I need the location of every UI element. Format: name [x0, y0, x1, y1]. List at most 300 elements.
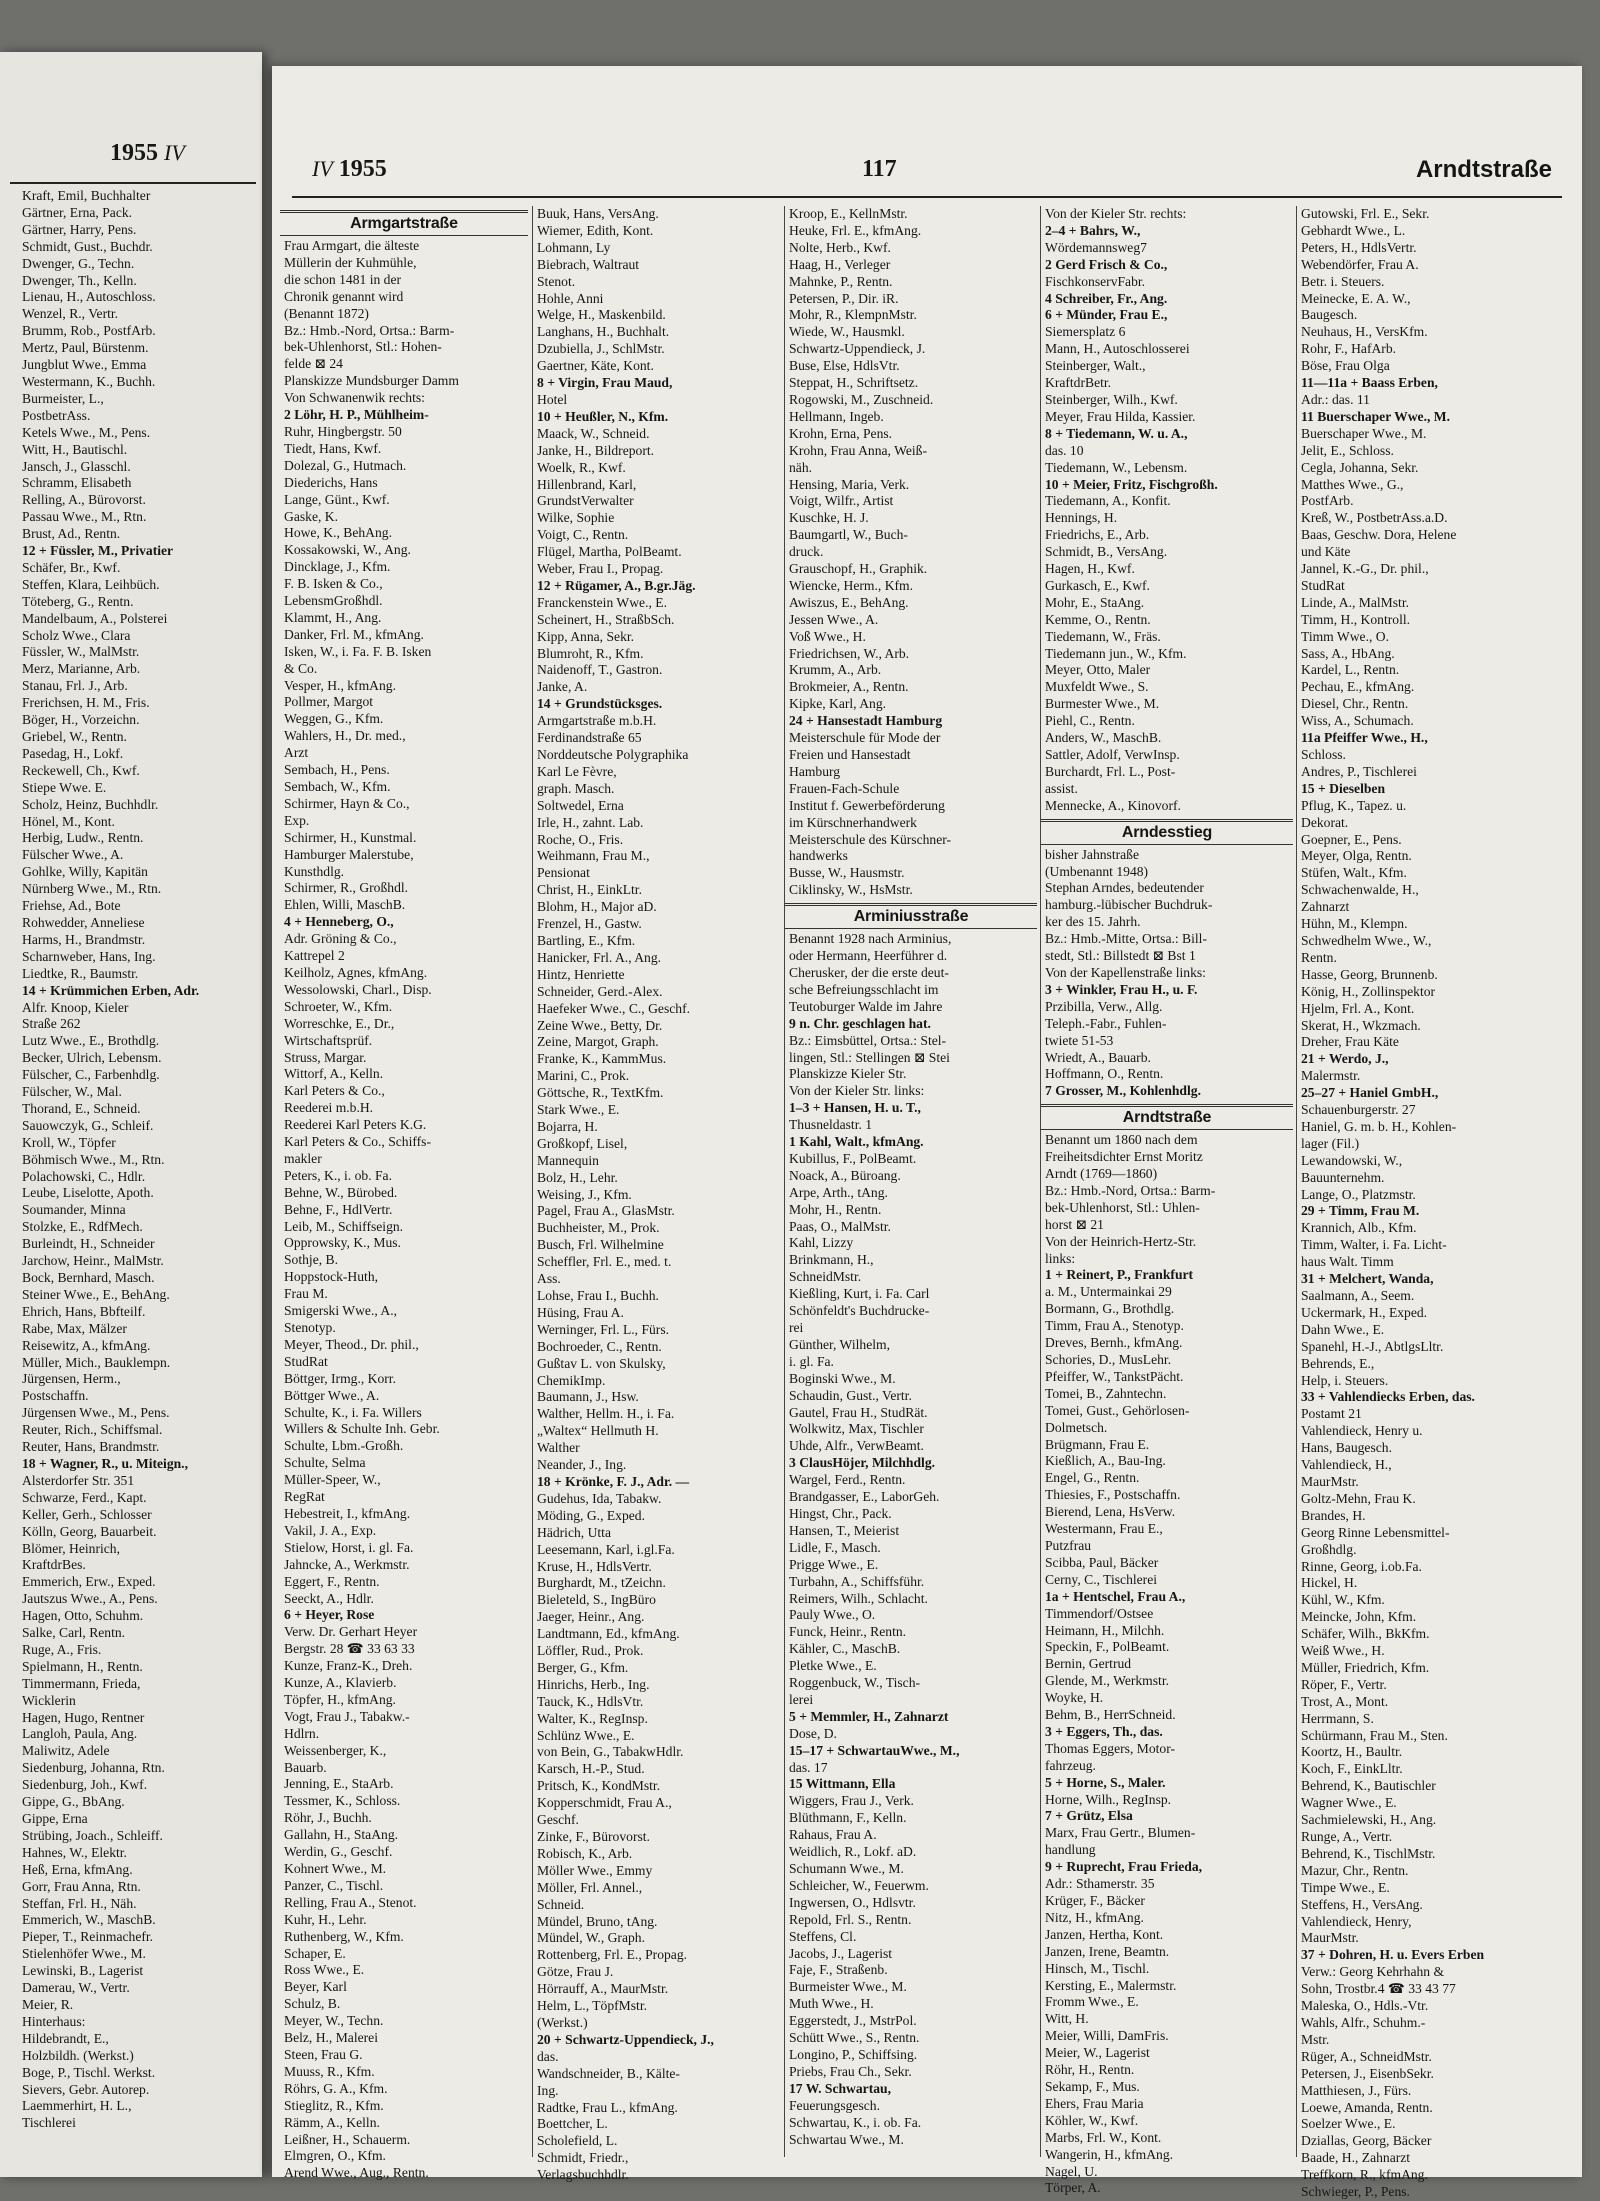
- directory-entry: Scibba, Paul, Bäcker: [1045, 1554, 1159, 1570]
- directory-entry: Hasse, Georg, Brunnenb.: [1301, 966, 1438, 982]
- directory-entry: Berger, G., Kfm.: [537, 1659, 629, 1675]
- directory-entry: Bierend, Lena, HsVerw.: [1045, 1504, 1176, 1520]
- directory-entry: KraftdrBes.: [22, 1557, 86, 1573]
- directory-entry: 9 n. Chr. geschlagen hat.: [789, 1015, 931, 1031]
- directory-entry: Gorr, Frau Anna, Rtn.: [22, 1878, 141, 1894]
- directory-entry: Timm, Walter, i. Fa. Licht-: [1301, 1237, 1447, 1253]
- directory-entry: Woyke, H.: [1045, 1690, 1104, 1706]
- directory-entry: (Umbenannt 1948): [1045, 863, 1149, 879]
- directory-entry: Götze, Frau J.: [537, 1964, 614, 1980]
- column-5: [1296, 206, 1569, 2200]
- directory-entry: Hanicker, Frl. A., Ang.: [537, 949, 662, 965]
- directory-entry: Schulz, B.: [284, 1996, 341, 2012]
- directory-entry: 7 + Grütz, Elsa: [1045, 1808, 1133, 1824]
- directory-entry: sche Befreiungsschlacht im: [789, 981, 939, 997]
- directory-entry: Sothje, B.: [284, 1252, 339, 1268]
- directory-entry: Kipke, Karl, Ang.: [789, 696, 887, 712]
- left-page-year: 1955: [110, 140, 158, 166]
- directory-entry: Hühn, M., Klempn.: [1301, 916, 1408, 932]
- directory-entry: Steen, Frau G.: [284, 2046, 363, 2062]
- directory-entry: Jürgensen, Herm.,: [22, 1371, 121, 1387]
- directory-entry: Hennings, H.: [1045, 510, 1118, 526]
- directory-entry: Adr. Gröning & Co.,: [284, 931, 397, 947]
- directory-entry: Buerschaper Wwe., M.: [1301, 425, 1427, 441]
- directory-entry: Burleindt, H., Schneider: [22, 1236, 155, 1252]
- directory-entry: bek-Uhlenhorst, Stl.: Hohen-: [284, 339, 442, 355]
- directory-entry: Christ, H., EinkLtr.: [537, 882, 642, 898]
- directory-entry: Zeine Wwe., Betty, Dr.: [537, 1017, 663, 1033]
- directory-entry: Tiedemann, W., Lebensm.: [1045, 459, 1188, 475]
- directory-entry: Pfeiffer, W., TankstPächt.: [1045, 1368, 1184, 1384]
- directory-entry: Müllerin der Kuhmühle,: [284, 254, 417, 270]
- directory-entry: Stenotyp.: [284, 1320, 336, 1335]
- directory-entry: Witt, H., Bautischl.: [22, 441, 128, 457]
- directory-entry: Trost, A., Mont.: [1301, 1693, 1389, 1709]
- directory-entry: Füssler, W., MalMstr.: [22, 644, 140, 660]
- directory-entry: Gärtner, Harry, Pens.: [22, 221, 137, 237]
- directory-entry: Hahnes, W., Elektr.: [22, 1844, 127, 1860]
- directory-entry: Benannt um 1860 nach dem: [1045, 1132, 1198, 1148]
- directory-entry: Spielmann, H., Rentn.: [22, 1658, 143, 1674]
- directory-entry: Grauschopf, H., Graphik.: [789, 561, 928, 577]
- directory-entry: Wördemannsweg7: [1045, 239, 1147, 255]
- directory-entry: Reuter, Hans, Brandmstr.: [22, 1439, 160, 1455]
- directory-entry: Frerichsen, H. M., Fris.: [22, 695, 150, 711]
- directory-entry: Weidlich, R., Lokf. aD.: [789, 1844, 917, 1860]
- directory-entry: Karl Peters & Co.,: [284, 1083, 385, 1099]
- directory-entry: Schaudin, Gust., Vertr.: [789, 1387, 912, 1403]
- directory-entry: Behne, F., HdlVertr.: [284, 1201, 393, 1217]
- directory-entry: Wangerin, H., kfmAng.: [1045, 2146, 1174, 2162]
- directory-entry: 1–3 + Hansen, H. u. T.,: [789, 1100, 921, 1116]
- directory-entry: Sekamp, F., Mus.: [1045, 2078, 1140, 2094]
- directory-entry: Zahnarzt: [1301, 899, 1350, 915]
- directory-entry: Marbs, Frl. W., Kont.: [1045, 2129, 1162, 2145]
- directory-entry: Lohmann, Ly: [537, 239, 611, 255]
- directory-entry: 3 ClausHöjer, Milchhdlg.: [789, 1455, 936, 1471]
- directory-entry: Reimers, Wilh., Schlacht.: [789, 1590, 928, 1606]
- directory-entry: Thiesies, F., Postschaffn.: [1045, 1487, 1181, 1503]
- directory-entry: Eggerstedt, J., MstrPol.: [789, 2013, 917, 2029]
- directory-entry: & Co.: [284, 660, 318, 676]
- directory-entry: Kähler, C., MaschB.: [789, 1641, 901, 1657]
- directory-entry: Gippe, Erna: [22, 1811, 88, 1826]
- directory-entry: Kruse, H., HdlsVertr.: [537, 1558, 652, 1574]
- directory-entry: Damerau, W., Vertr.: [22, 1980, 130, 1996]
- directory-entry: Jaeger, Heinr., Ang.: [537, 1609, 645, 1625]
- directory-entry: Hildebrandt, E.,: [22, 2030, 109, 2046]
- directory-entry: Leib, M., Schiffseign.: [284, 1218, 404, 1234]
- directory-entry: Kölln, Georg, Bauarbeit.: [22, 1523, 157, 1539]
- directory-entry: Flügel, Martha, PolBeamt.: [537, 544, 682, 560]
- directory-entry: Jelit, E., Schloss.: [1301, 442, 1394, 458]
- directory-entry: Belz, H., Malerei: [284, 2030, 378, 2046]
- directory-entry: Uckermark, H., Exped.: [1301, 1304, 1428, 1320]
- directory-entry: Smigerski Wwe., A.,: [284, 1303, 398, 1319]
- directory-entry: Burmeister Wwe., M.: [789, 1979, 907, 1995]
- directory-entry: 4 + Henneberg, O.,: [284, 914, 394, 930]
- directory-entry: Gaertner, Käte, Kont.: [537, 358, 654, 374]
- directory-entry: Busse, W., Hausmstr.: [789, 865, 905, 881]
- directory-entry: KraftdrBetr.: [1045, 375, 1112, 391]
- directory-entry: Lienau, H., Autoschloss.: [22, 289, 156, 305]
- directory-entry: Kießlich, A., Bau-Ing.: [1045, 1453, 1166, 1469]
- directory-entry: Stiepe Wwe. E.: [22, 779, 107, 795]
- directory-entry: PostfArb.: [1301, 493, 1354, 509]
- directory-entry: Institut f. Gewerbeförderung: [789, 797, 945, 813]
- directory-entry: 7 Grosser, M., Kohlenhdlg.: [1045, 1083, 1201, 1099]
- directory-entry: 10 + Meier, Fritz, Fischgroßh.: [1045, 476, 1218, 492]
- directory-entry: Schäfer, Wilh., BkKfm.: [1301, 1626, 1430, 1642]
- directory-entry: Walther: [537, 1440, 580, 1456]
- directory-entry: Törper, A.: [1045, 2180, 1101, 2196]
- directory-entry: Weber, Frau I., Propag.: [537, 561, 664, 577]
- directory-entry: Keilholz, Agnes, kfmAng.: [284, 964, 428, 980]
- directory-entry: Gippe, G., BbAng.: [22, 1794, 125, 1810]
- directory-entry: Baumann, J., Hsw.: [537, 1389, 639, 1405]
- directory-entry: Witt, H.: [1045, 2011, 1089, 2027]
- directory-entry: Tiedt, Hans, Kwf.: [284, 440, 382, 456]
- directory-entry: Gutowski, Frl. E., Sekr.: [1301, 206, 1430, 221]
- directory-entry: Uhde, Alfr., VerwBeamt.: [789, 1438, 924, 1454]
- directory-entry: Noack, A., Büroang.: [789, 1167, 901, 1183]
- directory-entry: Anders, W., MaschB.: [1045, 730, 1162, 746]
- main-page-year: 1955: [338, 156, 387, 182]
- directory-entry: Leesemann, Karl, i.gl.Fa.: [537, 1541, 675, 1557]
- directory-entry: Teutoburger Walde im Jahre: [789, 998, 943, 1014]
- directory-entry: Wessolowski, Charl., Disp.: [284, 981, 432, 997]
- directory-entry: Freien und Hansestadt: [789, 747, 911, 762]
- directory-entry: 18 + Wagner, R., u. Miteign.,: [22, 1455, 188, 1471]
- directory-entry: Schneid.: [537, 1896, 585, 1912]
- directory-entry: Tiedemann, W., Fräs.: [1045, 628, 1161, 644]
- directory-entry: Baumgartl, W., Buch-: [789, 527, 908, 543]
- directory-entry: Welge, H., Maskenbild.: [537, 307, 666, 323]
- left-page: [0, 52, 262, 2177]
- directory-entry: Ehers, Frau Maria: [1045, 2095, 1144, 2111]
- directory-entry: bisher Jahnstraße: [1045, 846, 1139, 862]
- directory-entry: von Bein, G., TabakwHdlr.: [537, 1744, 684, 1760]
- directory-entry: 25–27 + Haniel GmbH.,: [1301, 1085, 1439, 1101]
- directory-entry: Walter, K., RegInsp.: [537, 1710, 648, 1726]
- directory-entry: Fülscher Wwe., A.: [22, 847, 124, 863]
- directory-entry: Scholz, Heinz, Buchhdlr.: [22, 796, 159, 812]
- directory-entry: Struss, Margar.: [284, 1049, 367, 1065]
- directory-entry: Maliwitz, Adele: [22, 1743, 110, 1759]
- directory-entry: 15–17 + SchwartauWwe., M.,: [789, 1742, 960, 1758]
- directory-entry: Fülscher, W., Mal.: [22, 1084, 122, 1100]
- directory-entry: Schramm, Elisabeth: [22, 475, 132, 491]
- directory-entry: Zeine, Margot, Graph.: [537, 1034, 659, 1050]
- directory-entry: Hotel: [537, 391, 568, 407]
- directory-entry: Köhler, W., Kwf.: [1045, 2112, 1139, 2128]
- directory-entry: Böttger, Irmg., Korr.: [284, 1370, 396, 1386]
- directory-entry: links:: [1045, 1250, 1076, 1266]
- directory-entry: Herrmann, S.: [1301, 1710, 1374, 1726]
- directory-entry: Meier, W., Lagerist: [1045, 2045, 1150, 2061]
- directory-entry: Treffkorn, R., kfmAng.: [1301, 2167, 1428, 2183]
- directory-entry: Kipp, Anna, Sekr.: [537, 628, 635, 644]
- directory-entry: Frauen-Fach-Schule: [789, 780, 900, 796]
- directory-entry: Möller Wwe., Emmy: [537, 1862, 653, 1878]
- directory-entry: Jahncke, A., Werkmstr.: [284, 1556, 410, 1572]
- directory-entry: Ass.: [537, 1271, 561, 1287]
- directory-entry: Turbahn, A., Schiffsführ.: [789, 1573, 925, 1589]
- directory-entry: Boge, P., Tischl. Werkst.: [22, 2064, 156, 2080]
- directory-entry: Muth Wwe., H.: [789, 1996, 874, 2012]
- directory-entry: Schulte, Lbm.-Großh.: [284, 1438, 404, 1454]
- directory-entry: Zinke, F., Bürovorst.: [537, 1829, 650, 1844]
- directory-entry: 2 Gerd Frisch & Co.,: [1045, 256, 1168, 272]
- directory-entry: Wicklerin: [22, 1692, 76, 1708]
- directory-entry: Vahlendieck, Henry,: [1301, 1913, 1412, 1929]
- directory-entry: Nitz, H., kfmAng.: [1045, 1909, 1144, 1925]
- directory-entry: Adr.: das. 11: [1301, 391, 1370, 407]
- directory-entry: Dzubiella, J., SchlMstr.: [537, 341, 665, 357]
- directory-entry: Brandgasser, E., LaborGeh.: [789, 1489, 940, 1505]
- directory-entry: Pflug, K., Tapez. u.: [1301, 797, 1407, 813]
- directory-entry: GrundstVerwalter: [537, 493, 634, 509]
- directory-entry: Janzen, Hertha, Kont.: [1045, 1926, 1164, 1942]
- directory-entry: Blüthmann, F., Kelln.: [789, 1810, 907, 1826]
- directory-entry: Röhr, J., Buchh.: [284, 1810, 372, 1826]
- directory-entry: Werdin, G., Geschf.: [284, 1844, 393, 1860]
- directory-entry: Gärtner, Erna, Pack.: [22, 204, 133, 220]
- directory-entry: Verw. Dr. Gerhart Heyer: [284, 1624, 418, 1640]
- directory-entry: Steinberger, Wilh., Kwf.: [1045, 391, 1178, 407]
- directory-entry: Bartling, E., Kfm.: [537, 932, 636, 948]
- directory-entry: Mennecke, A., Kinovorf.: [1045, 797, 1181, 813]
- directory-entry: Salke, Carl, Rentn.: [22, 1625, 126, 1641]
- directory-entry: Matthes Wwe., G.,: [1301, 476, 1404, 492]
- directory-entry: Landtmann, Ed., kfmAng.: [537, 1626, 680, 1642]
- directory-entry: Arend Wwe., Aug., Rentn.: [284, 2165, 429, 2181]
- directory-entry: Hdlrn.: [284, 1725, 320, 1741]
- directory-entry: Georg Rinne Lebensmittel-: [1301, 1524, 1450, 1540]
- directory-entry: 20 + Schwartz-Uppendieck, J.,: [537, 2031, 714, 2047]
- page-number: 117: [862, 156, 897, 182]
- directory-entry: Arzt: [284, 745, 309, 761]
- directory-entry: lerei: [789, 1691, 814, 1707]
- directory-entry: Marx, Frau Gertr., Blumen-: [1045, 1825, 1196, 1841]
- directory-entry: Buse, Else, HdlsVtr.: [789, 358, 900, 374]
- directory-entry: Laemmerhirt, H. L.,: [22, 2098, 132, 2114]
- directory-entry: felde ⊠ 24: [284, 356, 343, 372]
- directory-entry: Wiede, W., Hausmkl.: [789, 324, 905, 340]
- directory-entry: Meisterschule für Mode der: [789, 730, 941, 746]
- directory-entry: Janke, H., Bildreport.: [537, 442, 655, 458]
- directory-entry: Relling, A., Bürovorst.: [22, 492, 146, 508]
- directory-entry: Schumann Wwe., M.: [789, 1861, 904, 1876]
- directory-entry: Timm, H., Kontroll.: [1301, 611, 1411, 627]
- directory-entry: Keller, Gerh., Schlosser: [22, 1506, 152, 1522]
- directory-entry: 14 + Krümmichen Erben, Adr.: [22, 982, 200, 998]
- directory-entry: Pagel, Frau A., GlasMstr.: [537, 1203, 675, 1219]
- directory-entry: Röhrs, G. A., Kfm.: [284, 2080, 388, 2096]
- directory-entry: Ehlen, Willi, MaschB.: [284, 897, 406, 913]
- directory-entry: Dekorat.: [1301, 814, 1349, 830]
- directory-entry: Böse, Frau Olga: [1301, 358, 1390, 374]
- directory-entry: Passau Wwe., M., Rtn.: [22, 509, 147, 525]
- directory-entry: Gurkasch, E., Kwf.: [1045, 577, 1150, 593]
- directory-entry: Schulte, Selma: [284, 1455, 366, 1471]
- directory-entry: a. M., Untermainkai 29: [1045, 1284, 1172, 1300]
- directory-entry: Linde, A., MalMstr.: [1301, 594, 1409, 610]
- directory-entry: 5 + Memmler, H., Zahnarzt: [789, 1708, 949, 1724]
- directory-entry: Hüsing, Frau A.: [537, 1304, 624, 1320]
- directory-entry: Baugesch.: [1301, 307, 1358, 323]
- directory-entry: Norddeutsche Polygraphika: [537, 747, 689, 762]
- directory-entry: Schwachenwalde, H.,: [1301, 882, 1419, 898]
- directory-entry: Ehrich, Hans, Bbfteilf.: [22, 1303, 146, 1319]
- directory-entry: Help, i. Steuers.: [1301, 1372, 1389, 1388]
- directory-entry: Schwartau Wwe., M.: [789, 2131, 904, 2147]
- directory-entry: Stanau, Frl. J., Arb.: [22, 678, 128, 694]
- directory-entry: Koortz, H., Baultr.: [1301, 1744, 1403, 1760]
- directory-entry: Steffens, H., VersAng.: [1301, 1896, 1423, 1912]
- directory-entry: Jenning, E., StaArb.: [284, 1776, 394, 1792]
- directory-entry: Vogt, Frau J., Tabakw.-: [284, 1708, 410, 1724]
- directory-entry: Meincke, John, Kfm.: [1301, 1609, 1417, 1625]
- directory-entry: Hensing, Maria, Verk.: [789, 476, 910, 492]
- directory-entry: Meier, R.: [22, 1996, 74, 2012]
- directory-entry: Muuss, R., Kfm.: [284, 2063, 375, 2079]
- directory-entry: Burchardt, Frl. L., Post-: [1045, 763, 1176, 779]
- directory-entry: Karl Le Fèvre,: [537, 763, 617, 779]
- directory-entry: Vakil, J. A., Exp.: [284, 1522, 377, 1538]
- directory-entry: Bieleteld, S., IngBüro: [537, 1592, 656, 1608]
- directory-entry: Behrend, K., Bautischler: [1301, 1778, 1436, 1794]
- directory-entry: Ciklinsky, W., HsMstr.: [789, 882, 913, 898]
- directory-entry: Baas, Geschw. Dora, Helene: [1301, 527, 1457, 543]
- directory-entry: Großkopf, Lisel,: [537, 1135, 628, 1151]
- directory-entry: Scholz Wwe., Clara: [22, 627, 131, 643]
- directory-entry: Strübing, Joach., Schleiff.: [22, 1827, 163, 1843]
- directory-entry: Pechau, E., kfmAng.: [1301, 679, 1415, 695]
- directory-entry: Hebestreit, I., kfmAng.: [284, 1505, 411, 1521]
- left-page-roman: IV: [164, 140, 185, 165]
- directory-entry: Schleicher, W., Feuerwm.: [789, 1877, 929, 1893]
- directory-entry: Petersen, J., EisenbSekr.: [1301, 2065, 1434, 2081]
- directory-entry: Woelk, R., Kwf.: [537, 459, 626, 475]
- directory-entry: Sievers, Gebr. Autorep.: [22, 2081, 150, 2097]
- column-3: [784, 206, 1037, 2157]
- directory-entry: Hinrichs, Herb., Ing.: [537, 1676, 650, 1692]
- directory-entry: Nolte, Herb., Kwf.: [789, 239, 891, 255]
- directory-entry: Steffen, Klara, Leihbüch.: [22, 576, 160, 592]
- directory-entry: Seeckt, A., Hdlr.: [284, 1590, 374, 1606]
- directory-entry: Kubillus, F., PolBeamt.: [789, 1150, 917, 1166]
- directory-entry: Sattler, Adolf, VerwInsp.: [1045, 747, 1180, 762]
- directory-entry: Meyer, Frau Hilda, Kassier.: [1045, 408, 1196, 424]
- directory-entry: Rohwedder, Anneliese: [22, 914, 145, 930]
- directory-entry: Möller, Frl. Annel.,: [537, 1879, 643, 1895]
- directory-entry: MaurMstr.: [1301, 1930, 1359, 1946]
- directory-entry: Malermstr.: [1301, 1068, 1361, 1084]
- directory-entry: Sass, A., HbAng.: [1301, 645, 1395, 661]
- directory-entry: Howe, K., BehAng.: [284, 525, 392, 541]
- directory-entry: Meinecke, E. A. W.,: [1301, 290, 1411, 306]
- directory-entry: Krohn, Frau Anna, Weiß-: [789, 442, 927, 458]
- directory-entry: 15 Wittmann, Ella: [789, 1776, 896, 1792]
- directory-entry: handlung: [1045, 1842, 1096, 1858]
- directory-entry: im Kürschnerhandwerk: [789, 814, 917, 830]
- directory-entry: Lohse, Frau I., Buchh.: [537, 1288, 659, 1303]
- directory-entry: Hönel, M., Kont.: [22, 813, 115, 829]
- directory-entry: Klammt, H., Ang.: [284, 609, 382, 625]
- directory-entry: Meier, Willi, DamFris.: [1045, 2028, 1169, 2044]
- directory-entry: Kreß, W., PostbetrAss.a.D.: [1301, 510, 1448, 526]
- directory-entry: Hoffmann, O., Rentn.: [1045, 1066, 1164, 1082]
- directory-entry: Hädrich, Utta: [537, 1524, 611, 1540]
- directory-entry: Hintz, Henriette: [537, 966, 625, 982]
- directory-entry: Lange, Günt., Kwf.: [284, 491, 390, 507]
- directory-entry: Kersting, E., Malermstr.: [1045, 1977, 1177, 1993]
- directory-entry: das. 17: [789, 1759, 828, 1775]
- directory-entry: Tauck, K., HdlsVtr.: [537, 1693, 644, 1709]
- directory-entry: Benannt 1928 nach Arminius,: [789, 931, 952, 947]
- directory-entry: Kardel, L., Rentn.: [1301, 662, 1400, 678]
- directory-entry: Reckewell, Ch., Kwf.: [22, 762, 140, 778]
- directory-entry: Goltz-Mehn, Frau K.: [1301, 1490, 1416, 1506]
- directory-entry: Mohr, E., StaAng.: [1045, 594, 1145, 610]
- directory-entry: 12 + Füssler, M., Privatier: [22, 543, 174, 559]
- directory-entry: Pritsch, K., KondMstr.: [537, 1778, 661, 1794]
- directory-entry: Jürgensen Wwe., M., Pens.: [22, 1405, 170, 1421]
- directory-entry: Röper, F., Vertr.: [1301, 1676, 1387, 1692]
- directory-entry: Pollmer, Margot: [284, 694, 374, 710]
- directory-entry: Bz.: Hmb.-Mitte, Ortsa.: Bill-: [1045, 931, 1207, 947]
- directory-entry: Meyer, W., Techn.: [284, 2013, 384, 2029]
- directory-entry: Pasedag, H., Lokf.: [22, 745, 124, 761]
- directory-entry: Boginski Wwe., M.: [789, 1370, 896, 1386]
- directory-entry: Krannich, Alb., Kfm.: [1301, 1220, 1417, 1236]
- directory-entry: Wittorf, A., Kelln.: [284, 1066, 384, 1082]
- directory-entry: Siedenburg, Johanna, Rtn.: [22, 1760, 165, 1776]
- directory-entry: Hjelm, Frl. A., Kont.: [1301, 1000, 1415, 1016]
- directory-entry: Soltwedel, Erna: [537, 797, 624, 813]
- directory-entry: Rottenberg, Frl. E., Propag.: [537, 1947, 688, 1963]
- directory-entry: Kohnert Wwe., M.: [284, 1861, 387, 1876]
- directory-entry: StudRat: [1301, 577, 1345, 593]
- directory-entry: 1a + Hentschel, Frau A.,: [1045, 1588, 1186, 1604]
- directory-entry: Dolezal, G., Hutmach.: [284, 457, 407, 473]
- directory-entry: Bolz, H., Lehr.: [537, 1169, 618, 1185]
- directory-entry: Mündel, Bruno, tAng.: [537, 1913, 658, 1929]
- directory-entry: Opprowsky, K., Mus.: [284, 1235, 401, 1251]
- directory-entry: Helm, L., TöpfMstr.: [537, 1998, 648, 2014]
- directory-entry: Gallahn, H., StaAng.: [284, 1827, 399, 1843]
- directory-entry: Bock, Bernhard, Masch.: [22, 1270, 155, 1285]
- directory-entry: Schürmann, Frau M., Sten.: [1301, 1727, 1448, 1743]
- directory-entry: Schaper, E.: [284, 1945, 346, 1961]
- left-page-header: [110, 140, 185, 180]
- directory-entry: Runge, A., Vertr.: [1301, 1829, 1393, 1844]
- directory-entry: Karsch, H.-P., Stud.: [537, 1761, 645, 1777]
- directory-entry: stedt, Stl.: Billstedt ⊠ Bst 1: [1045, 948, 1196, 964]
- directory-entry: Gaske, K.: [284, 508, 338, 524]
- directory-entry: Postamt 21: [1301, 1406, 1362, 1422]
- directory-entry: das.: [537, 2048, 559, 2064]
- directory-entry: Rämm, A., Kelln.: [284, 2114, 380, 2130]
- directory-entry: 1 + Reinert, P., Frankfurt: [1045, 1267, 1194, 1283]
- directory-entry: Westermann, K., Buchh.: [22, 373, 156, 389]
- directory-entry: 2–4 + Bahrs, W.,: [1045, 222, 1141, 238]
- directory-entry: hamburg.-lübischer Buchdruk-: [1045, 897, 1213, 913]
- directory-entry: Pieper, T., Reinmachefr.: [22, 1929, 154, 1945]
- directory-entry: Burghardt, M., tZeichn.: [537, 1575, 666, 1591]
- directory-entry: Wargel, Ferd., Rentn.: [789, 1472, 906, 1488]
